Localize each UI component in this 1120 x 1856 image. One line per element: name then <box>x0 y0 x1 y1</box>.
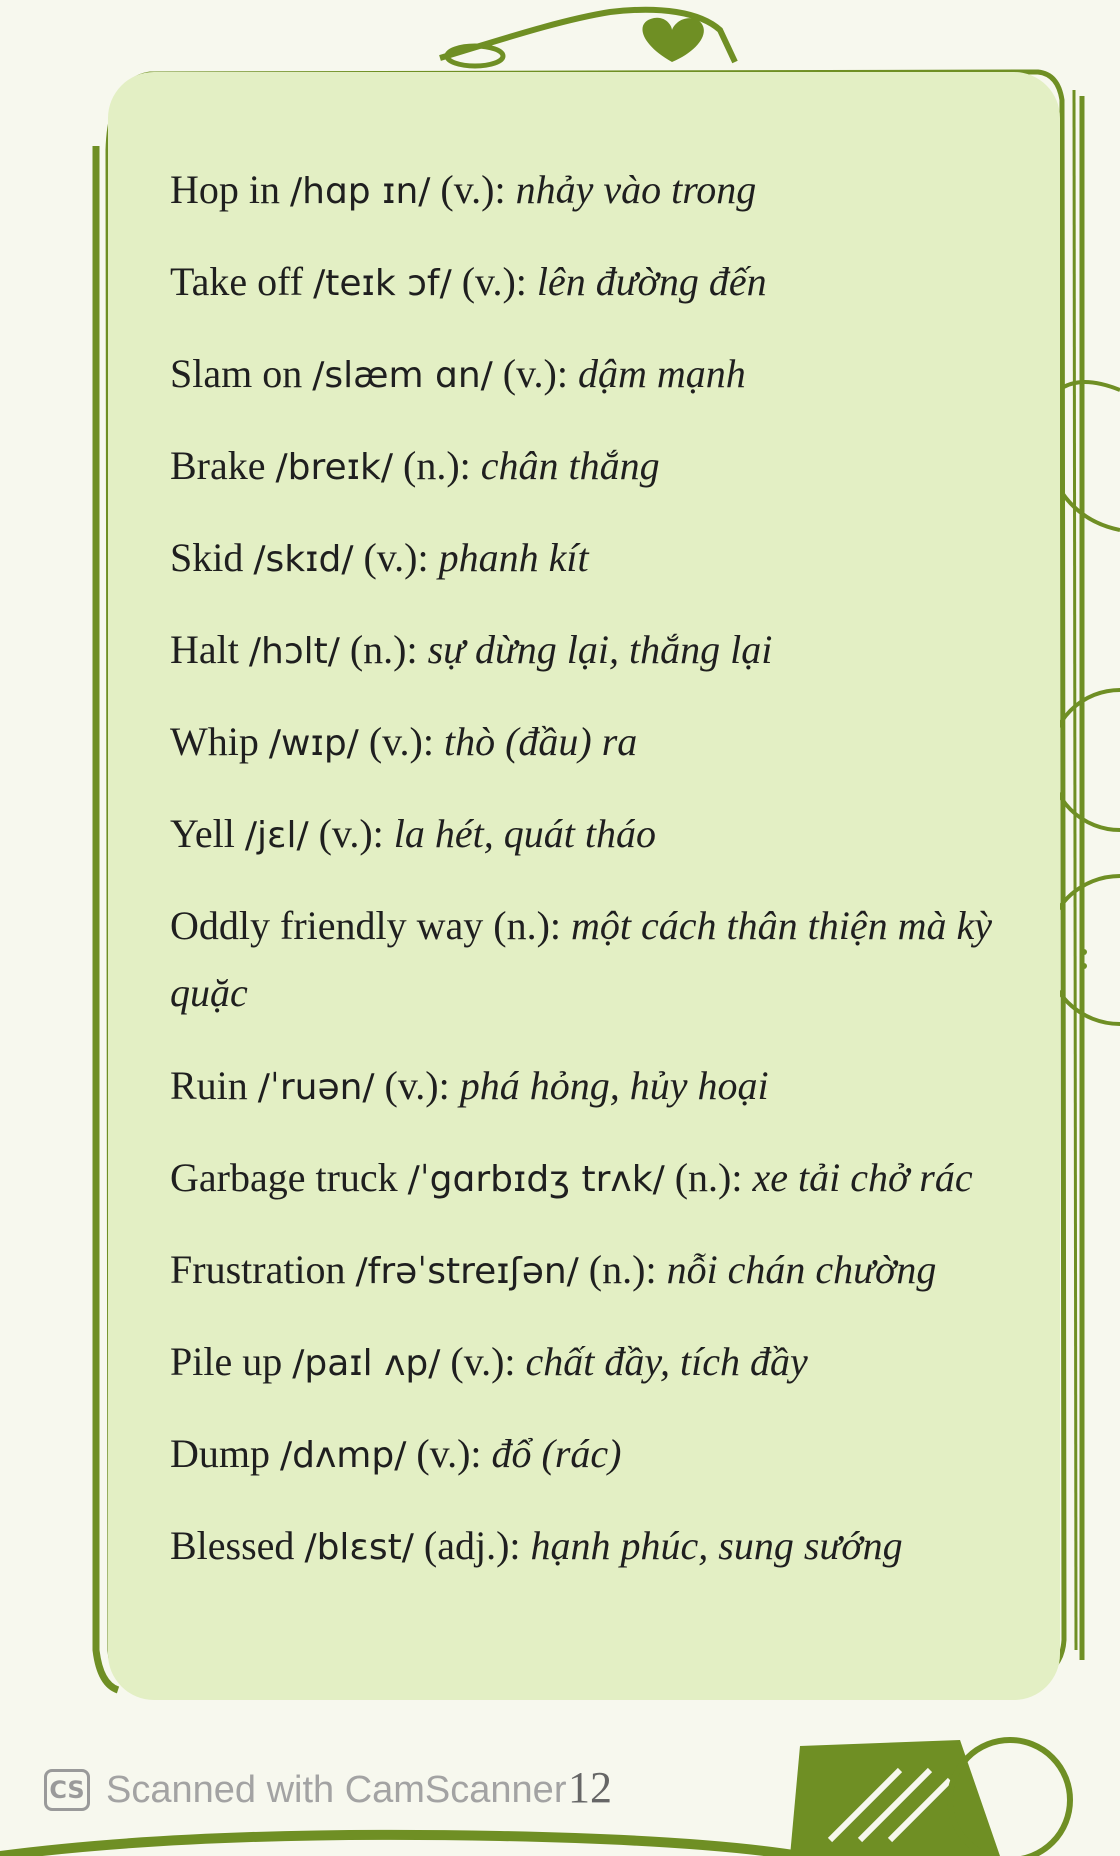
vocab-pos: (n.): <box>674 1155 743 1200</box>
vocab-ipa: /ˈruən/ <box>257 1067 375 1108</box>
page-number: 12 <box>568 1763 612 1812</box>
vocab-entry <box>170 708 1050 800</box>
vocab-meaning: phanh kít <box>438 535 589 580</box>
vocab-ipa: /dʌmp/ <box>280 1435 407 1476</box>
vocab-meaning: dậm mạnh <box>577 351 746 396</box>
vocab-pos: (n.): <box>349 627 418 672</box>
vocab-pos: (v.): <box>450 1339 516 1384</box>
vocab-pos: (v.): <box>384 1063 450 1108</box>
vocab-entry <box>170 432 1050 524</box>
vocab-ipa: /frəˈstreɪʃən/ <box>355 1251 579 1292</box>
vocab-entry <box>170 340 1050 432</box>
vocab-word: Take off <box>170 259 304 304</box>
vocab-ipa: /blɛst/ <box>304 1527 414 1568</box>
vocab-entry <box>170 1052 1050 1144</box>
vocab-entry <box>170 800 1050 892</box>
vocab-pos: (n.): <box>588 1247 657 1292</box>
vocab-meaning: chất đầy, tích đầy <box>525 1339 808 1384</box>
vocab-entry <box>170 156 1050 248</box>
vocab-ipa: /slæm ɑn/ <box>312 355 493 396</box>
vocab-pos: (v.): <box>318 811 384 856</box>
vocab-ipa: /breɪk/ <box>275 447 394 488</box>
vocab-ipa: /hɔlt/ <box>248 631 340 672</box>
vocab-meaning: hạnh phúc, sung sướng <box>530 1523 903 1568</box>
vocab-meaning: nhảy vào trong <box>515 167 757 212</box>
vocab-ipa: /paɪl ʌp/ <box>292 1343 441 1384</box>
vocab-entry <box>170 1328 1050 1420</box>
vocab-meaning: chân thắng <box>480 443 660 488</box>
vocab-ipa: /jɛl/ <box>244 815 309 856</box>
vocab-entry <box>170 1512 1050 1604</box>
vocab-pos: (adj.): <box>423 1523 521 1568</box>
vocab-word: Dump <box>170 1431 270 1476</box>
vocab-word: Hop in <box>170 167 280 212</box>
heart-icon <box>642 18 703 62</box>
vocab-word: Blessed <box>170 1523 295 1568</box>
vocab-pos: (v.): <box>440 167 506 212</box>
vocab-ipa: /hɑp ɪn/ <box>290 171 431 212</box>
vocab-entry <box>170 1236 1050 1328</box>
vocab-entry <box>170 248 1050 340</box>
vocab-meaning: một cách thân thiện mà kỳ quặc <box>170 903 993 1015</box>
vocab-meaning: nỗi chán chường <box>666 1247 937 1292</box>
vocab-pos: (v.): <box>416 1431 482 1476</box>
vocab-meaning: sự dừng lại, thắng lại <box>427 627 773 672</box>
vocab-ipa: /wɪp/ <box>268 723 359 764</box>
vocab-pos: (v.): <box>363 535 429 580</box>
vocab-meaning: xe tải chở rác <box>752 1155 973 1200</box>
scanner-watermark <box>44 1762 566 1818</box>
vocab-meaning: lên đường đến <box>536 259 767 304</box>
vocab-meaning: đổ (rác) <box>491 1431 622 1476</box>
vocab-word: Skid <box>170 535 244 580</box>
right-border <box>1074 90 1076 1650</box>
vocab-entry <box>170 616 1050 708</box>
vocab-entry <box>170 1144 1050 1236</box>
camscanner-logo-icon: CS <box>44 1769 90 1811</box>
vocab-word: Frustration <box>170 1247 346 1292</box>
vocab-ipa: /ˈgɑrbɪdʒ trʌk/ <box>407 1159 665 1200</box>
vocab-pos: (n.): <box>403 443 471 488</box>
vocab-word: Oddly friendly way <box>170 903 484 948</box>
vocab-entry <box>170 892 1040 1052</box>
vocab-meaning: la hét, quát tháo <box>393 811 656 856</box>
vocab-entry <box>170 1420 1050 1512</box>
vocab-word: Pile up <box>170 1339 283 1384</box>
watermark-text: Scanned with CamScanner <box>106 1768 567 1811</box>
vocab-word: Brake <box>170 443 266 488</box>
vocab-word: Slam on <box>170 351 303 396</box>
vocab-meaning: thò (đầu) ra <box>443 719 638 764</box>
vocabulary-list <box>170 156 1050 1604</box>
vocab-ipa: /skɪd/ <box>253 539 354 580</box>
vocab-word: Ruin <box>170 1063 248 1108</box>
vocab-ipa: /teɪk ɔf/ <box>313 263 452 304</box>
vocab-pos: (v.): <box>502 351 568 396</box>
vocab-word: Garbage truck <box>170 1155 398 1200</box>
vocab-pos: (v.): <box>461 259 527 304</box>
vocab-pos: (n.): <box>493 903 562 948</box>
vocab-word: Halt <box>170 627 239 672</box>
vocab-entry <box>170 524 1050 616</box>
vocab-meaning: phá hỏng, hủy hoại <box>459 1063 769 1108</box>
vocab-word: Whip <box>170 719 259 764</box>
vocab-word: Yell <box>170 811 235 856</box>
vocab-pos: (v.): <box>368 719 434 764</box>
